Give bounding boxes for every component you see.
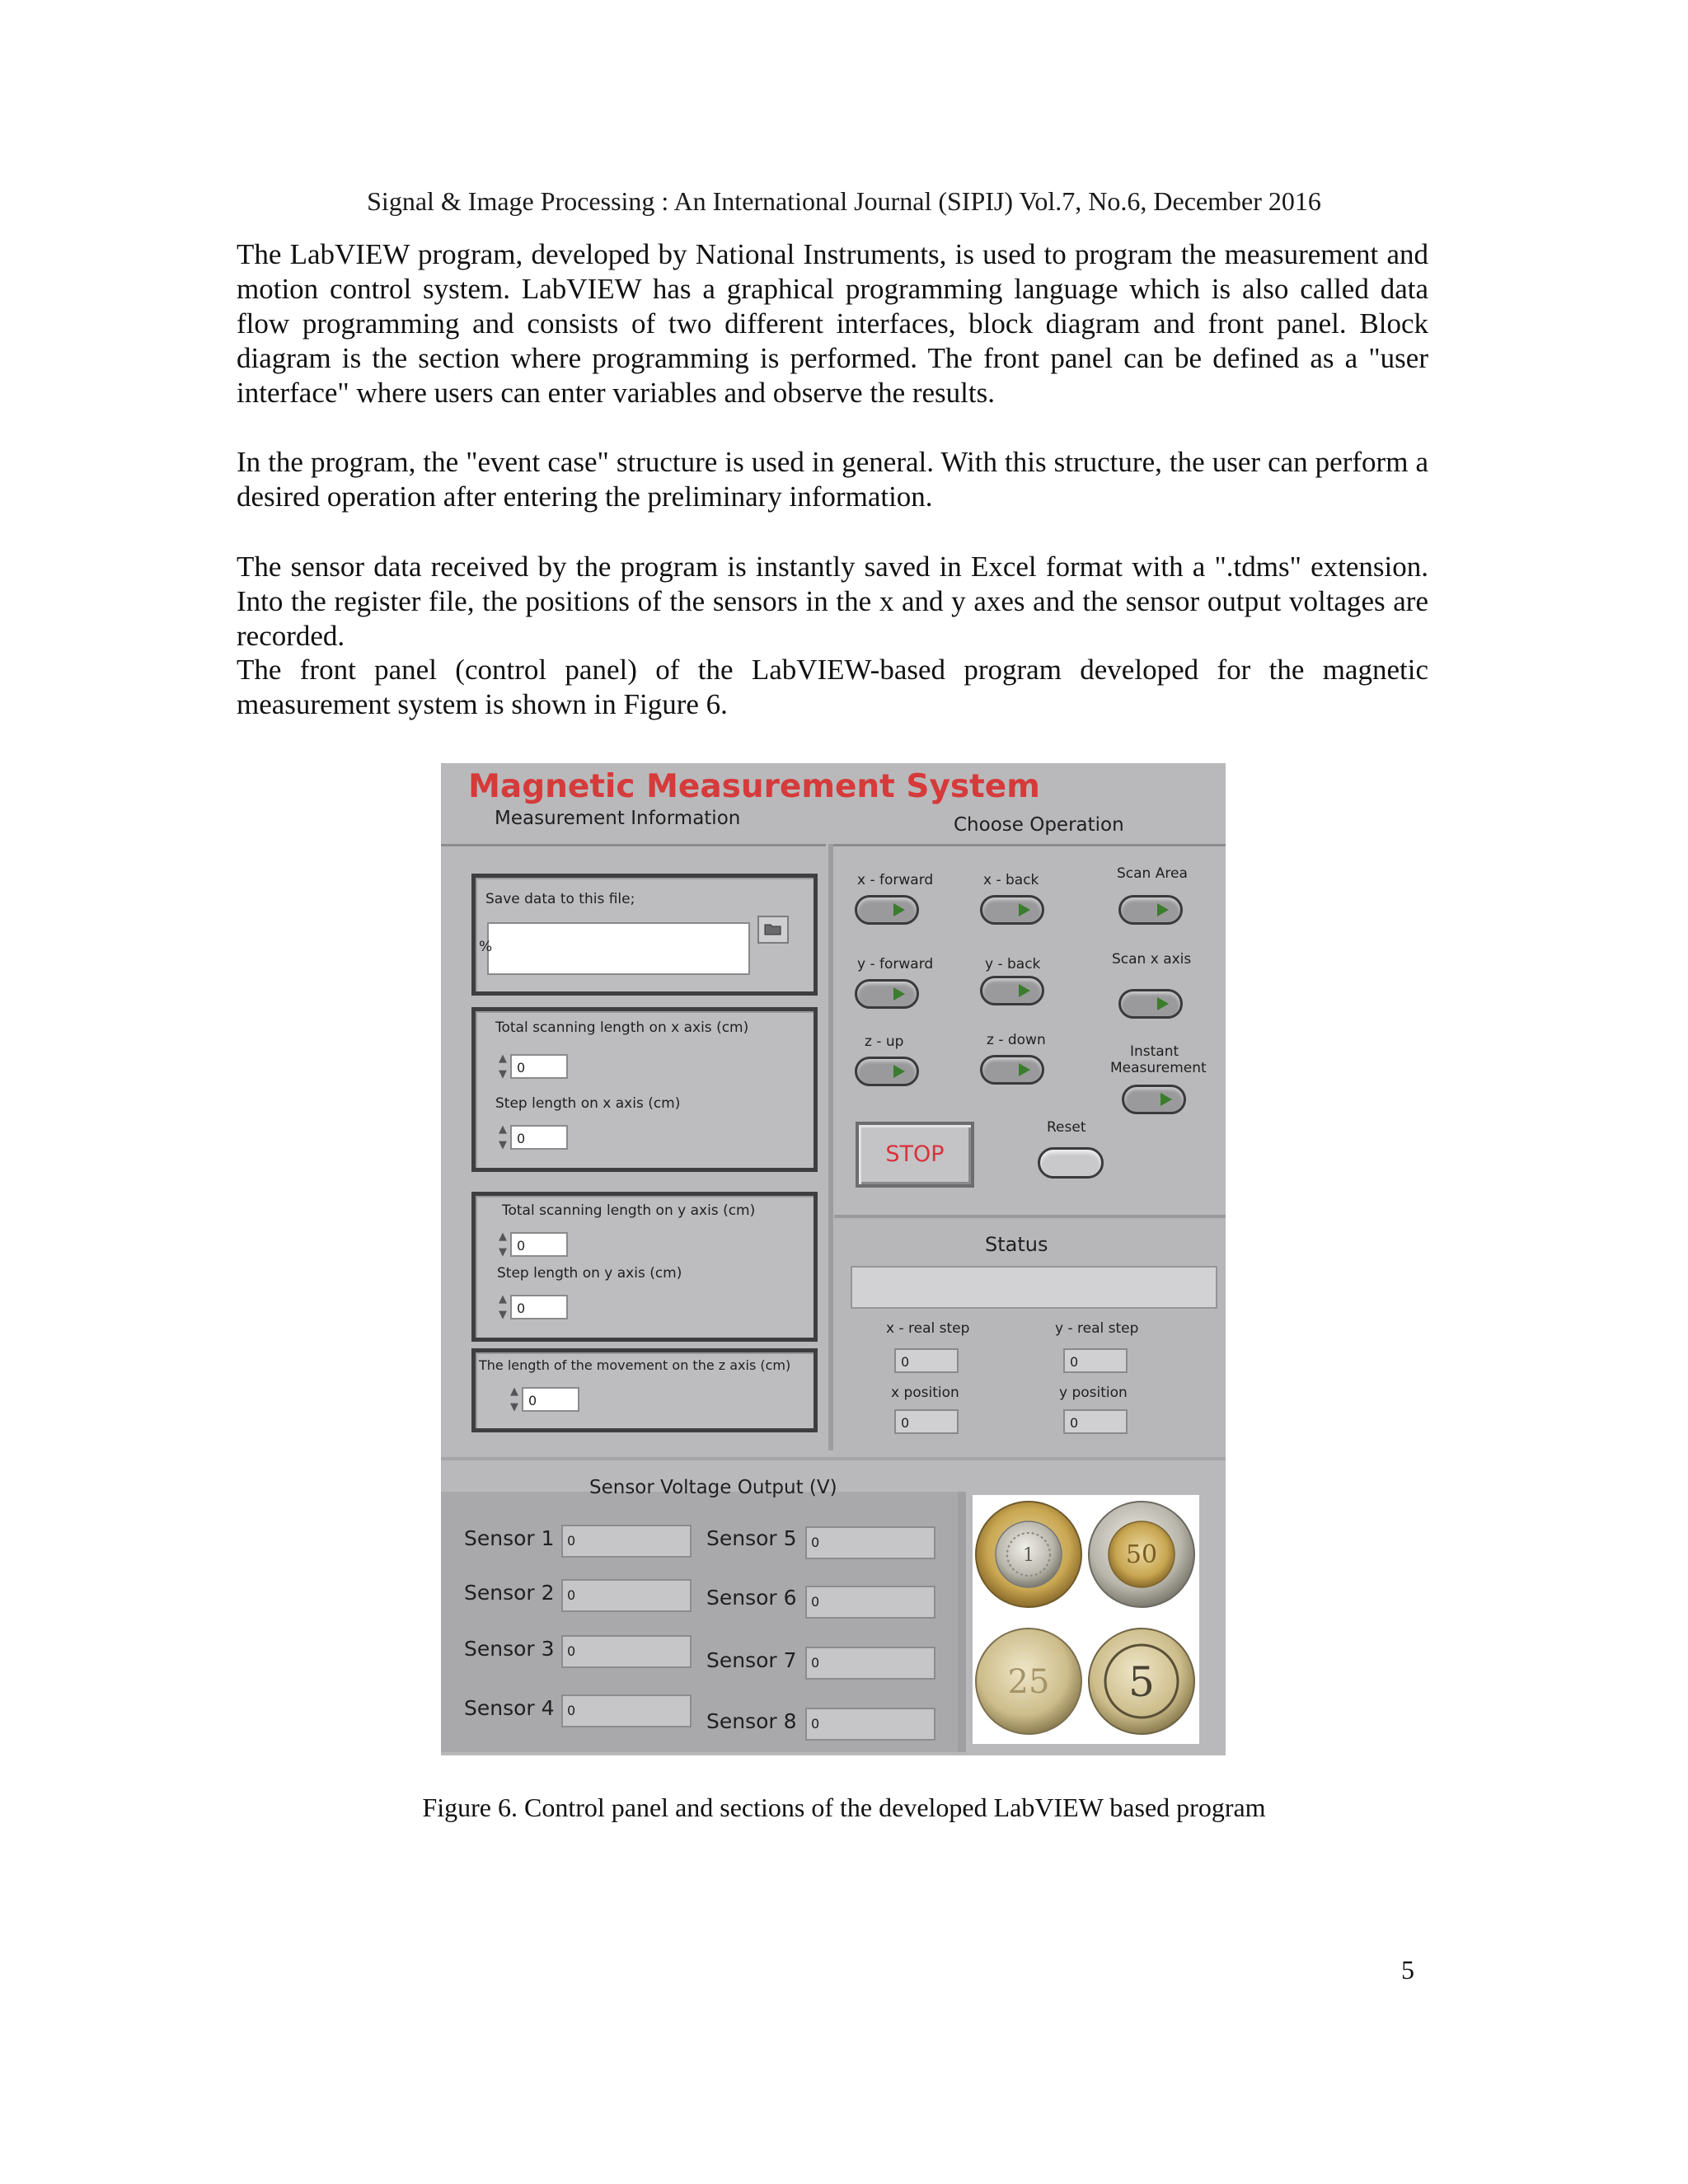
measurement-information-label: Measurement Information [495,808,741,829]
save-file-label: Save data to this file; [485,891,635,907]
x-position-label: x position [891,1385,959,1401]
x-real-step-indicator: 0 [894,1348,959,1373]
z-up-button[interactable] [855,1057,919,1086]
y-position-label: y position [1059,1385,1128,1401]
y-total-length-label: Total scanning length on y axis (cm) [502,1202,756,1219]
x-back-button[interactable] [980,895,1044,925]
z-up-label: z - up [865,1033,904,1050]
z-length-input[interactable]: 0 [522,1387,579,1412]
x-total-length-label: Total scanning length on x axis (cm) [495,1019,749,1036]
instant-measurement-button[interactable] [1122,1085,1186,1114]
play-icon [893,903,905,916]
z-down-button[interactable] [980,1055,1044,1085]
sensor-divider [958,1492,966,1752]
y-axis-group [471,1192,818,1342]
y-real-step-indicator: 0 [1063,1348,1128,1373]
page-number: 5 [1401,1955,1414,1985]
paragraph-3 [237,550,1428,654]
save-file-group [471,874,818,996]
x-total-spinner[interactable]: ▲ ▼ [499,1052,507,1080]
y-total-length-input[interactable]: 0 [510,1232,568,1257]
coin-4-value: 5 [1128,1658,1155,1706]
scan-x-axis-label: Scan x axis [1112,951,1192,968]
play-icon [1157,997,1169,1010]
file-path-input[interactable] [479,922,750,975]
x-step-spinner[interactable]: ▲ ▼ [499,1123,507,1151]
paragraph-1 [237,237,1428,410]
paragraph-3-text: The sensor data received by the program is instantly saved in Excel format with a ".tdms" extension. Into the register file, the positions of the sensors in the x and y axes and the sensor output voltages are recorded. [237,551,1428,652]
browse-folder-button[interactable] [757,916,789,944]
z-length-spinner[interactable]: ▲ ▼ [510,1385,518,1413]
folder-icon [764,921,782,936]
reset-button[interactable] [1038,1147,1104,1179]
x-forward-label: x - forward [857,872,934,888]
sensor-5-label: Sensor 5 [706,1526,797,1550]
y-back-button[interactable] [980,976,1044,1005]
x-axis-group [471,1007,818,1172]
play-icon [1019,1063,1030,1076]
y-forward-button[interactable] [855,979,919,1009]
z-down-label: z - down [987,1032,1046,1048]
sensor-6-label: Sensor 6 [706,1586,797,1610]
x-step-length-input[interactable]: 0 [510,1125,568,1150]
sensor-3-label: Sensor 3 [464,1637,555,1661]
y-position-indicator: 0 [1063,1409,1128,1434]
y-total-spinner[interactable]: ▲ ▼ [499,1230,507,1258]
sensor-5-indicator: 0 [805,1526,935,1559]
sensor-2-label: Sensor 2 [464,1581,555,1605]
status-label: Status [985,1233,1048,1256]
left-divider [441,844,826,846]
choose-operation-label: Choose Operation [954,814,1124,836]
y-real-step-label: y - real step [1055,1320,1139,1337]
paragraph-4-text: The front panel (control panel) of the LabVIEW-based program developed for the magnetic measurement system is shown in Figure 6. [237,654,1428,720]
x-real-step-label: x - real step [886,1320,970,1337]
coins-image [973,1495,1199,1744]
paragraph-2 [237,445,1428,514]
x-back-label: x - back [983,872,1039,888]
y-forward-label: y - forward [857,956,934,972]
right-divider [831,844,1226,846]
paragraph-2-text: In the program, the "event case" structure is used in general. With this structure, the user can perform a desired operation after entering the preliminary information. [237,446,1428,513]
y-back-label: y - back [985,956,1041,972]
x-total-length-input[interactable]: 0 [510,1054,568,1079]
reset-label: Reset [1047,1119,1086,1136]
play-icon [1157,903,1169,916]
scan-area-label: Scan Area [1117,865,1188,882]
x-position-indicator: 0 [894,1409,959,1434]
sensor-7-label: Sensor 7 [706,1648,797,1672]
sensor-7-indicator: 0 [805,1647,935,1680]
x-step-length-label: Step length on x axis (cm) [495,1095,681,1112]
x-forward-button[interactable] [855,895,919,925]
coin-3-value: 25 [1007,1663,1050,1701]
sensor-8-label: Sensor 8 [706,1709,797,1733]
coin-2-value: 50 [1125,1540,1158,1569]
status-display [851,1266,1217,1309]
instant-measurement-label-1: Instant [1130,1043,1179,1060]
figure-title: Magnetic Measurement System [468,768,1040,805]
z-length-label: The length of the movement on the z axis (cm) [479,1357,791,1373]
figure-caption: Figure 6. Control panel and sections of the developed LabVIEW based program [422,1793,1266,1822]
y-step-spinner[interactable]: ▲ ▼ [499,1293,507,1321]
labview-front-panel-figure [441,763,1226,1755]
running-header: Signal & Image Processing : An International Journal (SIPIJ) Vol.7, No.6, December 2016 [367,186,1321,216]
sensor-4-label: Sensor 4 [464,1696,555,1720]
y-step-length-label: Step length on y axis (cm) [497,1265,682,1282]
sensor-3-indicator: 0 [561,1635,692,1668]
path-prefix: % [479,939,493,955]
sensor-1-label: Sensor 1 [464,1526,555,1550]
vertical-divider [828,844,833,1451]
scan-x-axis-button[interactable] [1118,989,1183,1019]
sensor-1-indicator: 0 [561,1525,692,1558]
coins-illustration [973,1495,1199,1744]
play-icon [1019,984,1030,997]
z-axis-group [471,1348,818,1432]
sensor-6-indicator: 0 [805,1586,935,1619]
paragraph-1-text: The LabVIEW program, developed by National Instruments, is used to program the measurement and motion control system. LabVIEW has a graphical programming language which is also called data flow programming and consists of two different interfaces, block diagram and front panel. Block diagram is the section where programming is performed. The front panel can be defined as a "user interface" where users can enter variables and observe the results. [237,238,1428,409]
sensor-output-label: Sensor Voltage Output (V) [589,1477,837,1498]
sensor-2-indicator: 0 [561,1579,692,1612]
scan-area-button[interactable] [1118,895,1183,925]
play-icon [1019,903,1030,916]
paragraph-4 [237,653,1428,722]
play-icon [1160,1093,1172,1106]
sensor-4-indicator: 0 [561,1694,692,1727]
sensor-8-indicator: 0 [805,1708,935,1741]
play-icon [893,1065,905,1078]
instant-measurement-label-2: Measurement [1110,1060,1207,1076]
coin-1-value: 1 [1023,1545,1034,1566]
y-step-length-input[interactable]: 0 [510,1295,568,1319]
play-icon [893,987,905,1001]
stop-button[interactable]: STOP [856,1122,974,1188]
